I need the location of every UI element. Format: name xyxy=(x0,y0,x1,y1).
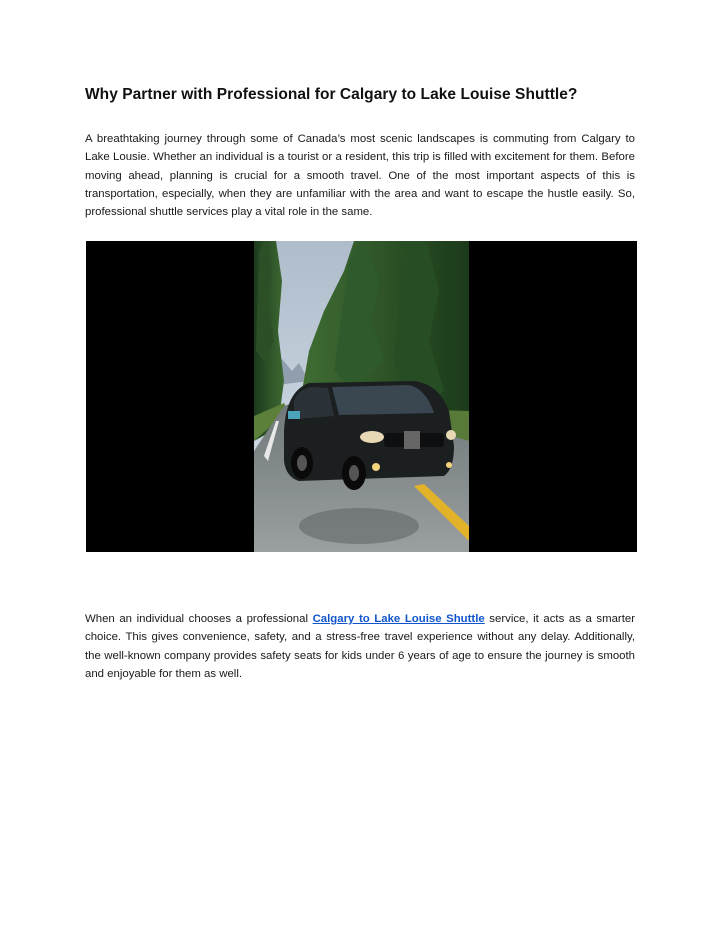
paragraph2-rest: service, it acts as a smarter choice. This gives convenience, safety, and a stress-free travel experience without any delay. Additionally, the well-known company provides safety seats for kids under 6 years of age to ensure the journey is smooth and enjoyable for them as well. xyxy=(85,613,635,680)
intro-paragraph: A breathtaking journey through some of Canada’s most scenic landscapes is commuting from Calgary to Lake Lousie. Whether an individual is a tourist or a resident, this trip is filled with excitement for them. Before moving ahead, planning is crucial for a smooth travel. One of the most important aspects of this is transportation, especially, when they are unfamiliar with the area and want to escape the hustle easily. So, professional shuttle services play a vital role in the same. xyxy=(85,133,635,219)
calgary-lake-louise-shuttle-link[interactable]: Calgary to Lake Louise Shuttle xyxy=(312,613,485,625)
van-on-forest-road-image xyxy=(254,241,469,552)
paragraph2-lead: When an individual chooses a professional xyxy=(85,613,313,625)
shuttle-van-photo xyxy=(254,241,469,552)
page-heading: Why Partner with Professional for Calgary to Lake Louise Shuttle? xyxy=(85,86,578,103)
shuttle-paragraph xyxy=(85,610,635,683)
shuttle-photo-frame xyxy=(86,241,637,552)
